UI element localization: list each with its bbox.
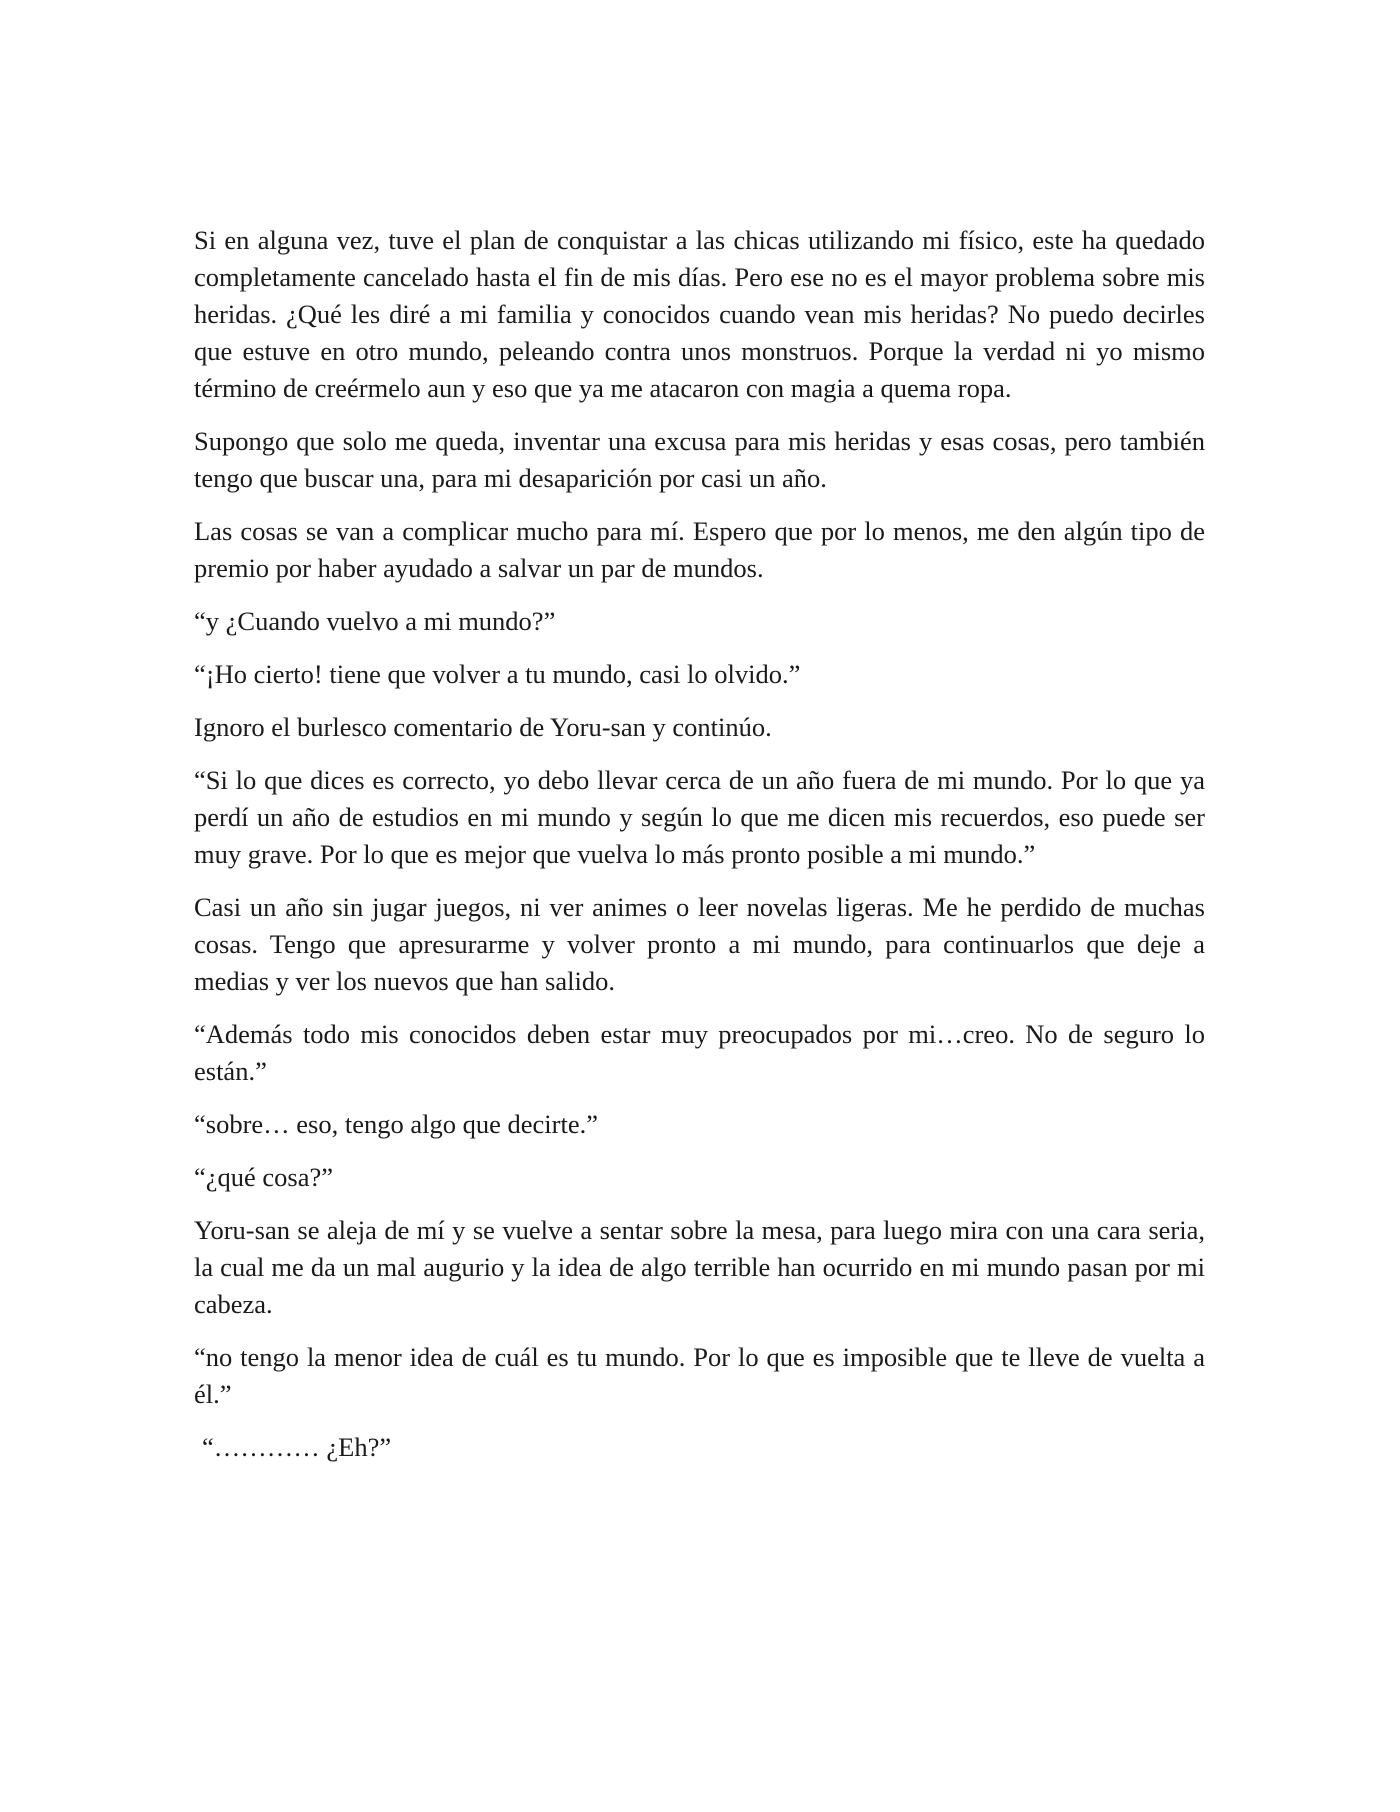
dialogue-line: “………… ¿Eh?” bbox=[202, 1432, 392, 1462]
paragraph: Las cosas se van a complicar mucho para mí. Espero que por lo menos, me den algún tipo de premio por haber ayudado a salvar un par de mundos. bbox=[194, 516, 1205, 583]
dialogue-line: “y ¿Cuando vuelvo a mi mundo?” bbox=[194, 606, 556, 636]
document-body bbox=[194, 222, 1205, 1482]
paragraph: Yoru-san se aleja de mí y se vuelve a sentar sobre la mesa, para luego mira con una cara seria, la cual me da un mal augurio y la idea de algo terrible han ocurrido en mi mundo pasan por mi cabeza. bbox=[194, 1215, 1205, 1319]
paragraph: Supongo que solo me queda, inventar una excusa para mis heridas y esas cosas, pero también tengo que buscar una, para mi desaparición por casi un año. bbox=[194, 426, 1205, 493]
dialogue-line: “no tengo la menor idea de cuál es tu mundo. Por lo que es imposible que te lleve de vuelta a él.” bbox=[194, 1342, 1205, 1409]
paragraph: Casi un año sin jugar juegos, ni ver animes o leer novelas ligeras. Me he perdido de muchas cosas. Tengo que apresurarme y volver pronto a mi mundo, para continuarlos que deje a medias y ver los nuevos que han salido. bbox=[194, 892, 1205, 996]
dialogue-line: “sobre… eso, tengo algo que decirte.” bbox=[194, 1109, 598, 1139]
dialogue-line: “Si lo que dices es correcto, yo debo llevar cerca de un año fuera de mi mundo. Por lo que ya perdí un año de estudios en mi mundo y según lo que me dicen mis recuerdos, eso puede ser muy grave. Por lo que es mejor que vuelva lo más pronto posible a mi mundo.” bbox=[194, 765, 1205, 869]
dialogue-line: “Además todo mis conocidos deben estar muy preocupados por mi…creo. No de seguro lo están.” bbox=[194, 1019, 1205, 1086]
dialogue-line: “¿qué cosa?” bbox=[194, 1162, 334, 1192]
paragraph: Si en alguna vez, tuve el plan de conquistar a las chicas utilizando mi físico, este ha quedado completamente cancelado hasta el fin de mis días. Pero ese no es el mayor problema sobre mis heridas. ¿Qué les diré a mi familia y conocidos cuando vean mis heridas? No puedo decirles que estuve en otro mundo, peleando contra unos monstruos. Porque la verdad ni yo mismo término de creérmelo aun y eso que ya me atacaron con magia a quema ropa. bbox=[194, 225, 1205, 403]
dialogue-line: “¡Ho cierto! tiene que volver a tu mundo, casi lo olvido.” bbox=[194, 659, 801, 689]
paragraph: Ignoro el burlesco comentario de Yoru-san y continúo. bbox=[194, 712, 772, 742]
